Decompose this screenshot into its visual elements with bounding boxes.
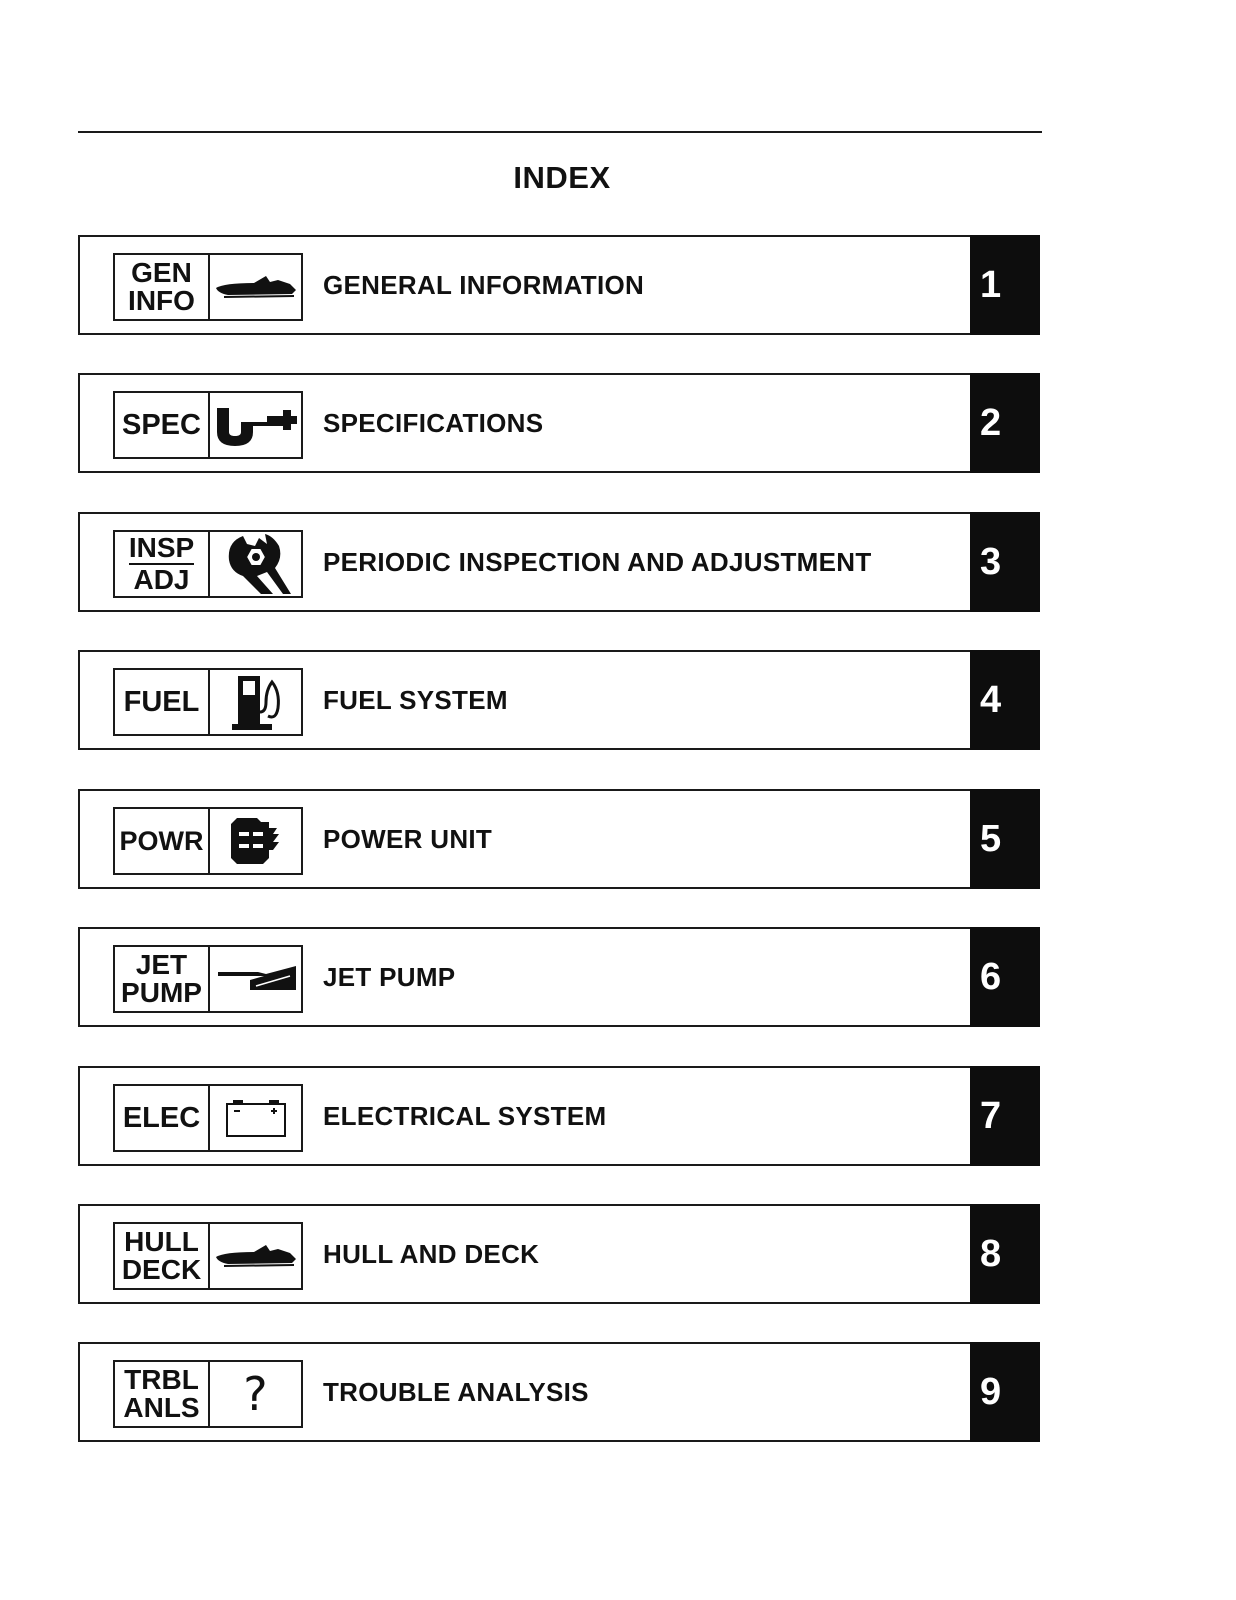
section-number-tab[interactable]: 5 — [970, 789, 1040, 889]
index-row-periodic-inspection[interactable] — [78, 512, 1040, 612]
index-row-hull-and-deck[interactable] — [78, 1204, 1040, 1304]
section-abbr: FUEL — [115, 670, 210, 734]
section-number-tab[interactable]: 3 — [970, 512, 1040, 612]
section-abbr: ELEC — [115, 1086, 210, 1150]
section-badge — [113, 807, 303, 875]
section-number-tab[interactable]: 4 — [970, 650, 1040, 750]
section-label: JET PUMP — [323, 961, 456, 992]
index-row-power-unit[interactable] — [78, 789, 1040, 889]
fuel-pump-icon — [210, 670, 301, 734]
section-abbr: SPEC — [115, 393, 210, 457]
section-abbr: TRBL ANLS — [115, 1362, 210, 1426]
section-badge — [113, 1084, 303, 1152]
section-number-tab[interactable]: 2 — [970, 373, 1040, 473]
watercraft-icon — [210, 255, 301, 319]
section-label: GENERAL INFORMATION — [323, 269, 645, 300]
index-row-electrical-system[interactable] — [78, 1066, 1040, 1166]
wrench-nut-icon — [210, 532, 301, 596]
section-abbr: POWR — [115, 809, 210, 873]
page-title: INDEX — [513, 160, 611, 195]
section-number-tab[interactable]: 8 — [970, 1204, 1040, 1304]
section-label: PERIODIC INSPECTION AND ADJUSTMENT — [323, 546, 872, 577]
engine-icon — [210, 809, 301, 873]
section-badge — [113, 530, 303, 598]
section-badge — [113, 1222, 303, 1290]
section-label: TROUBLE ANALYSIS — [323, 1376, 589, 1407]
section-badge — [113, 253, 303, 321]
section-number-tab[interactable]: 7 — [970, 1066, 1040, 1166]
section-label: POWER UNIT — [323, 823, 493, 854]
section-abbr: INSP ADJ — [115, 532, 210, 596]
question-mark-icon: ? — [243, 1367, 268, 1421]
section-number-tab[interactable]: 9 — [970, 1342, 1040, 1442]
section-abbr: JET PUMP — [115, 947, 210, 1011]
section-abbr: HULL DECK — [115, 1224, 210, 1288]
section-number-tab[interactable]: 1 — [970, 235, 1040, 335]
watercraft-icon — [210, 1224, 301, 1288]
section-label: HULL AND DECK — [323, 1238, 540, 1269]
section-label: ELECTRICAL SYSTEM — [323, 1100, 607, 1131]
index-row-specifications[interactable] — [78, 373, 1040, 473]
section-label: SPECIFICATIONS — [323, 407, 544, 438]
section-badge — [113, 391, 303, 459]
index-row-fuel-system[interactable] — [78, 650, 1040, 750]
section-label: FUEL SYSTEM — [323, 684, 508, 715]
section-abbr: GEN INFO — [115, 255, 210, 319]
top-rule — [78, 131, 1042, 133]
index-row-jet-pump[interactable] — [78, 927, 1040, 1027]
jet-pump-icon — [210, 947, 301, 1011]
index-row-trouble-analysis[interactable] — [78, 1342, 1040, 1442]
section-badge — [113, 945, 303, 1013]
section-number-tab[interactable]: 6 — [970, 927, 1040, 1027]
battery-icon — [210, 1086, 301, 1150]
micrometer-icon — [210, 393, 301, 457]
index-row-general-information[interactable] — [78, 235, 1040, 335]
section-badge — [113, 1360, 303, 1428]
section-badge — [113, 668, 303, 736]
